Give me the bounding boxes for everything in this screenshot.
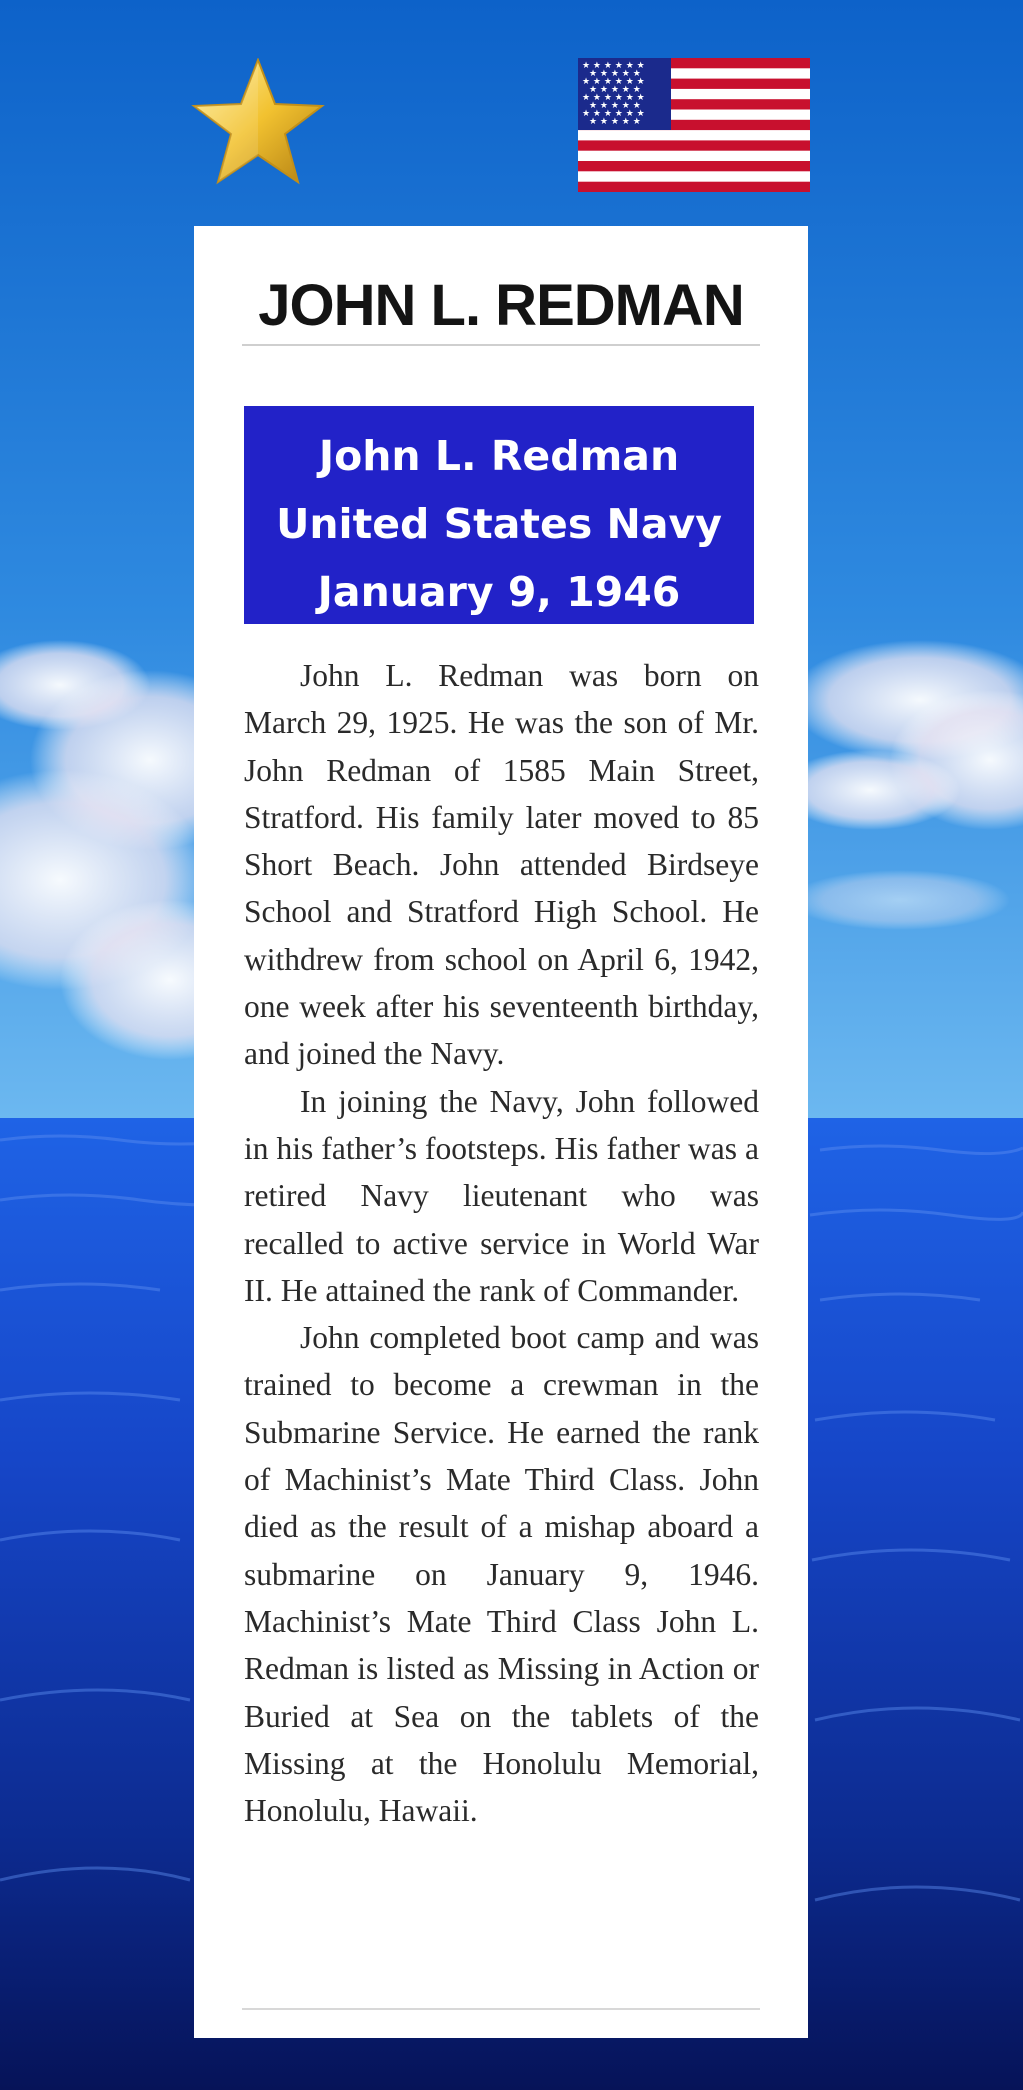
service-banner — [244, 406, 754, 624]
memorial-card — [194, 226, 808, 2038]
svg-text:★ ★ ★ ★ ★ ★: ★ ★ ★ ★ ★ ★ — [582, 93, 645, 103]
banner-branch: United States Navy — [276, 500, 722, 548]
name-heading: JOHN L. REDMAN — [258, 273, 744, 338]
biography-paragraph: John L. Redman was born on March 29, 1925. He was the son of Mr. John Redman of 1585 Main Street, Stratford. His family later moved to 85 Short Beach. John attended Birdseye School and Stratford High School. He withdrew from school on April 6, 1942, one week after his seventeenth birthday, and joined the Navy. — [244, 658, 759, 1072]
footer-rule — [242, 2008, 760, 2010]
svg-text:★ ★ ★ ★ ★: ★ ★ ★ ★ ★ — [589, 117, 641, 127]
biography-paragraph: In joining the Navy, John followed in his father’s footsteps. His father was a retired Navy lieutenant who was recalled to active service in World War II. He attained the rank of Commander. — [244, 1083, 759, 1308]
gold-star-icon — [190, 58, 326, 186]
banner-name: John L. Redman — [318, 432, 680, 480]
svg-text:★ ★ ★ ★ ★: ★ ★ ★ ★ ★ — [589, 85, 641, 95]
heading-underline — [242, 344, 760, 346]
svg-text:★ ★ ★ ★ ★: ★ ★ ★ ★ ★ — [589, 69, 641, 79]
biography-paragraph: John completed boot camp and was trained to become a crewman in the Submarine Service. He earned the rank of Machinist’s Mate Third Class. John died as the result of a mishap aboard a submarine on January 9, 1946. Machinist’s Mate Third Class John L. Redman is listed as Missing in Action or Buried at Sea on the tablets of the Missing at the Honolulu Memorial, Honolulu, Hawaii. — [244, 1320, 759, 1829]
svg-text:★ ★ ★ ★ ★ ★: ★ ★ ★ ★ ★ ★ — [582, 77, 645, 87]
svg-text:★ ★ ★ ★ ★ ★: ★ ★ ★ ★ ★ ★ — [582, 61, 645, 71]
us-flag-icon — [578, 58, 810, 192]
biography-text — [244, 652, 759, 1834]
svg-text:★ ★ ★ ★ ★ ★: ★ ★ ★ ★ ★ ★ — [582, 109, 645, 119]
svg-text:★ ★ ★ ★ ★: ★ ★ ★ ★ ★ — [589, 101, 641, 111]
banner-date: January 9, 1946 — [317, 568, 681, 616]
